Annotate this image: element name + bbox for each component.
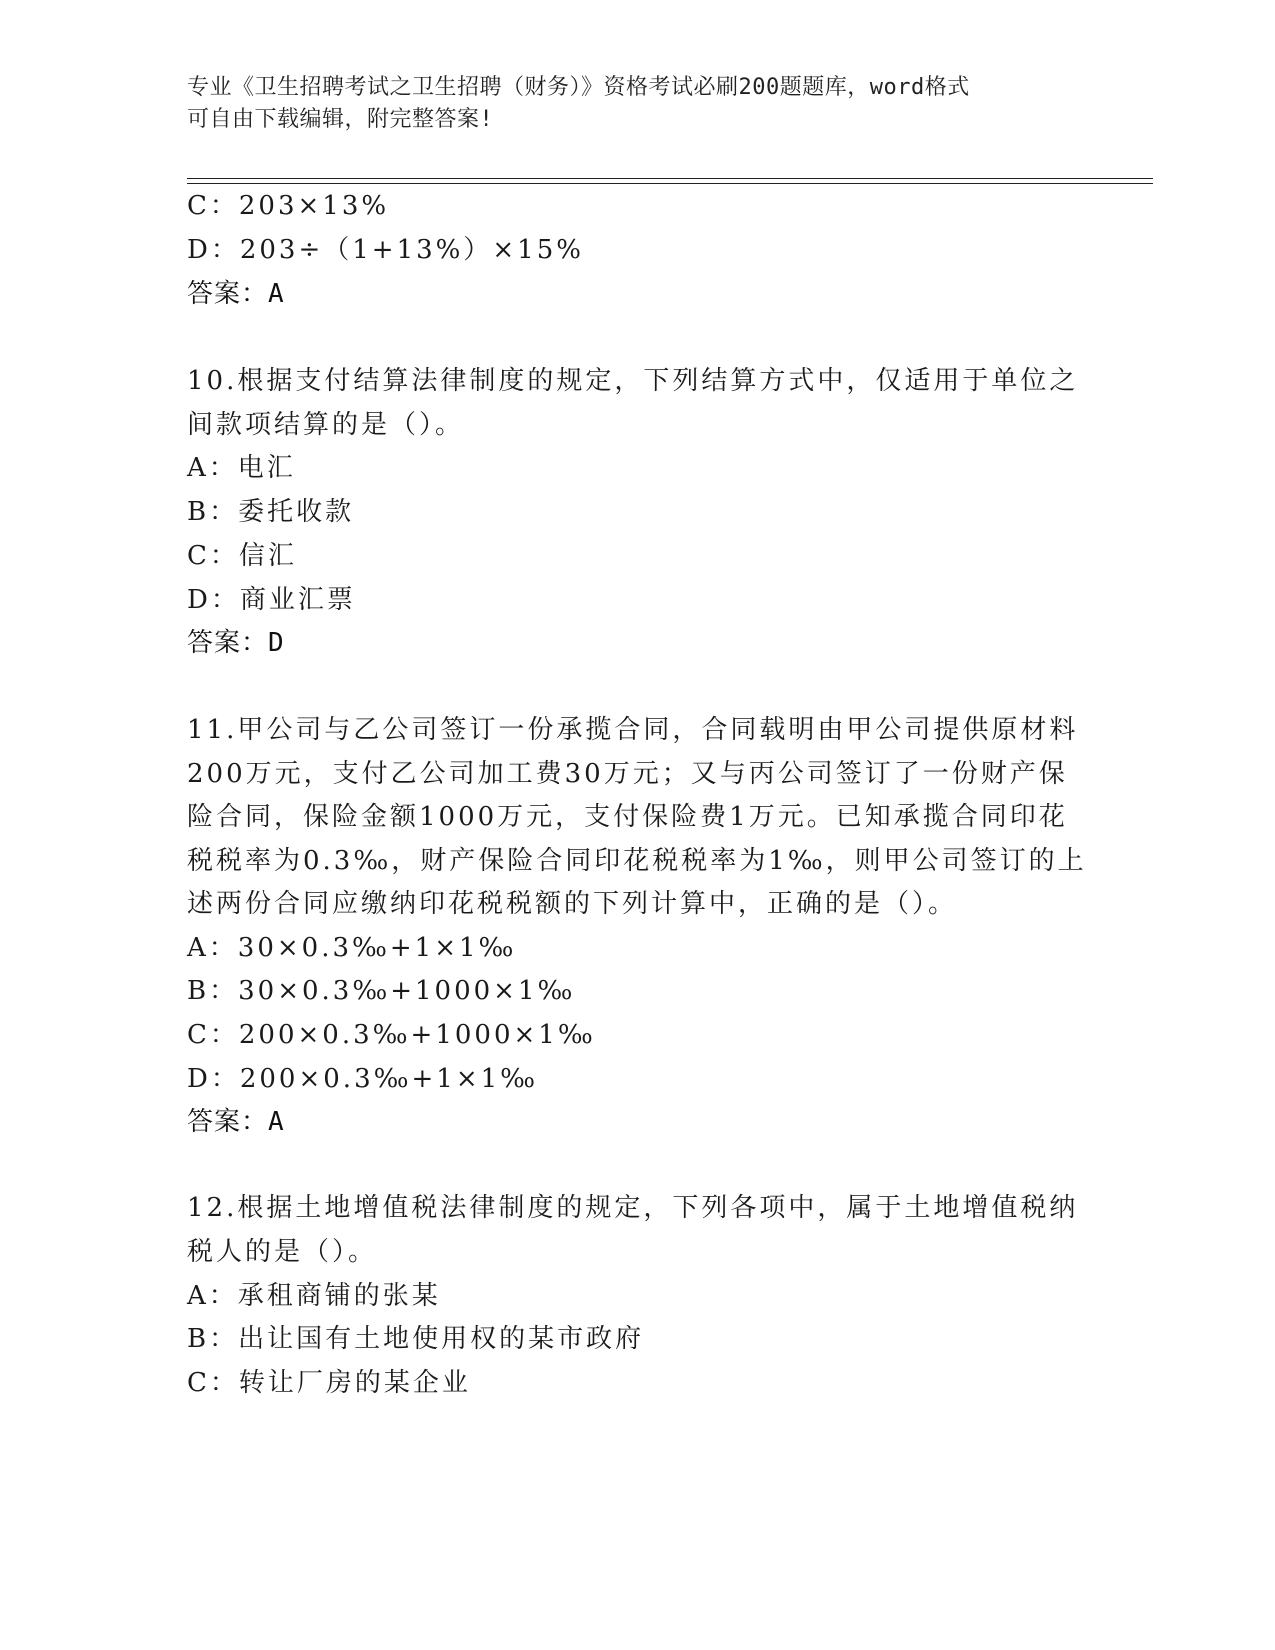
q10-answer: [187, 627, 285, 659]
document-header: [187, 72, 1067, 136]
q10-stem-line-1: 10.根据支付结算法律制度的规定，下列结算方式中，仅适用于单位之: [187, 366, 1079, 396]
answer-value: D: [268, 628, 285, 658]
q11-option-d: D：200×0.3‰+1×1‰: [187, 1064, 539, 1094]
header-divider-bottom: [187, 183, 1153, 184]
q10-option-a: A：电汇: [187, 453, 296, 483]
header-divider-top: [187, 178, 1153, 179]
q12-stem-line-2: 税人的是（）。: [187, 1237, 378, 1267]
q12-option-a: A：承租商铺的张某: [187, 1281, 441, 1311]
header-title-line-2: 可自由下载编辑，附完整答案!: [187, 107, 494, 132]
q10-stem-line-2: 间款项结算的是（）。: [187, 410, 465, 440]
q11-option-c: C：200×0.3‰+1000×1‰: [187, 1020, 596, 1050]
q11-stem-line-5: 述两份合同应缴纳印花税税额的下列计算中，正确的是（）。: [187, 889, 958, 919]
answer-label: 答案：: [187, 628, 269, 658]
answer-value: A: [268, 279, 285, 309]
q12-option-c: C：转让厂房的某企业: [187, 1368, 471, 1398]
q12-stem-line-1: 12.根据土地增值税法律制度的规定，下列各项中，属于土地增值税纳: [187, 1193, 1079, 1223]
q11-stem-line-2: 200万元，支付乙公司加工费30万元；又与丙公司签订了一份财产保: [187, 759, 1068, 789]
answer-label: 答案：: [187, 1107, 269, 1137]
q11-option-b: B：30×0.3‰+1000×1‰: [187, 976, 576, 1006]
q12-option-b: B：出让国有土地使用权的某市政府: [187, 1324, 645, 1354]
q11-stem-line-4: 税税率为0.3‰，财产保险合同印花税税率为1‰，则甲公司签订的上: [187, 846, 1087, 876]
answer-value: A: [268, 1107, 285, 1137]
prev-option-d: D：203÷（1+13%）×15%: [187, 235, 584, 265]
q10-option-b: B：委托收款: [187, 497, 355, 527]
q11-stem-line-3: 险合同，保险金额1000万元，支付保险费1万元。已知承揽合同印花: [187, 802, 1068, 832]
prev-answer: [187, 278, 285, 310]
header-title-line-1: 专业《卫生招聘考试之卫生招聘（财务）》资格考试必刷200题题库，word格式: [187, 75, 970, 100]
answer-label: 答案：: [187, 279, 269, 309]
q11-answer: [187, 1106, 285, 1138]
q10-option-d: D：商业汇票: [187, 585, 356, 615]
prev-option-c: C：203×13%: [187, 191, 390, 221]
q11-option-a: A：30×0.3‰+1×1‰: [187, 933, 517, 963]
q11-stem-line-1: 11.甲公司与乙公司签订一份承揽合同，合同载明由甲公司提供原材料: [187, 715, 1079, 745]
q10-option-c: C：信汇: [187, 541, 297, 571]
